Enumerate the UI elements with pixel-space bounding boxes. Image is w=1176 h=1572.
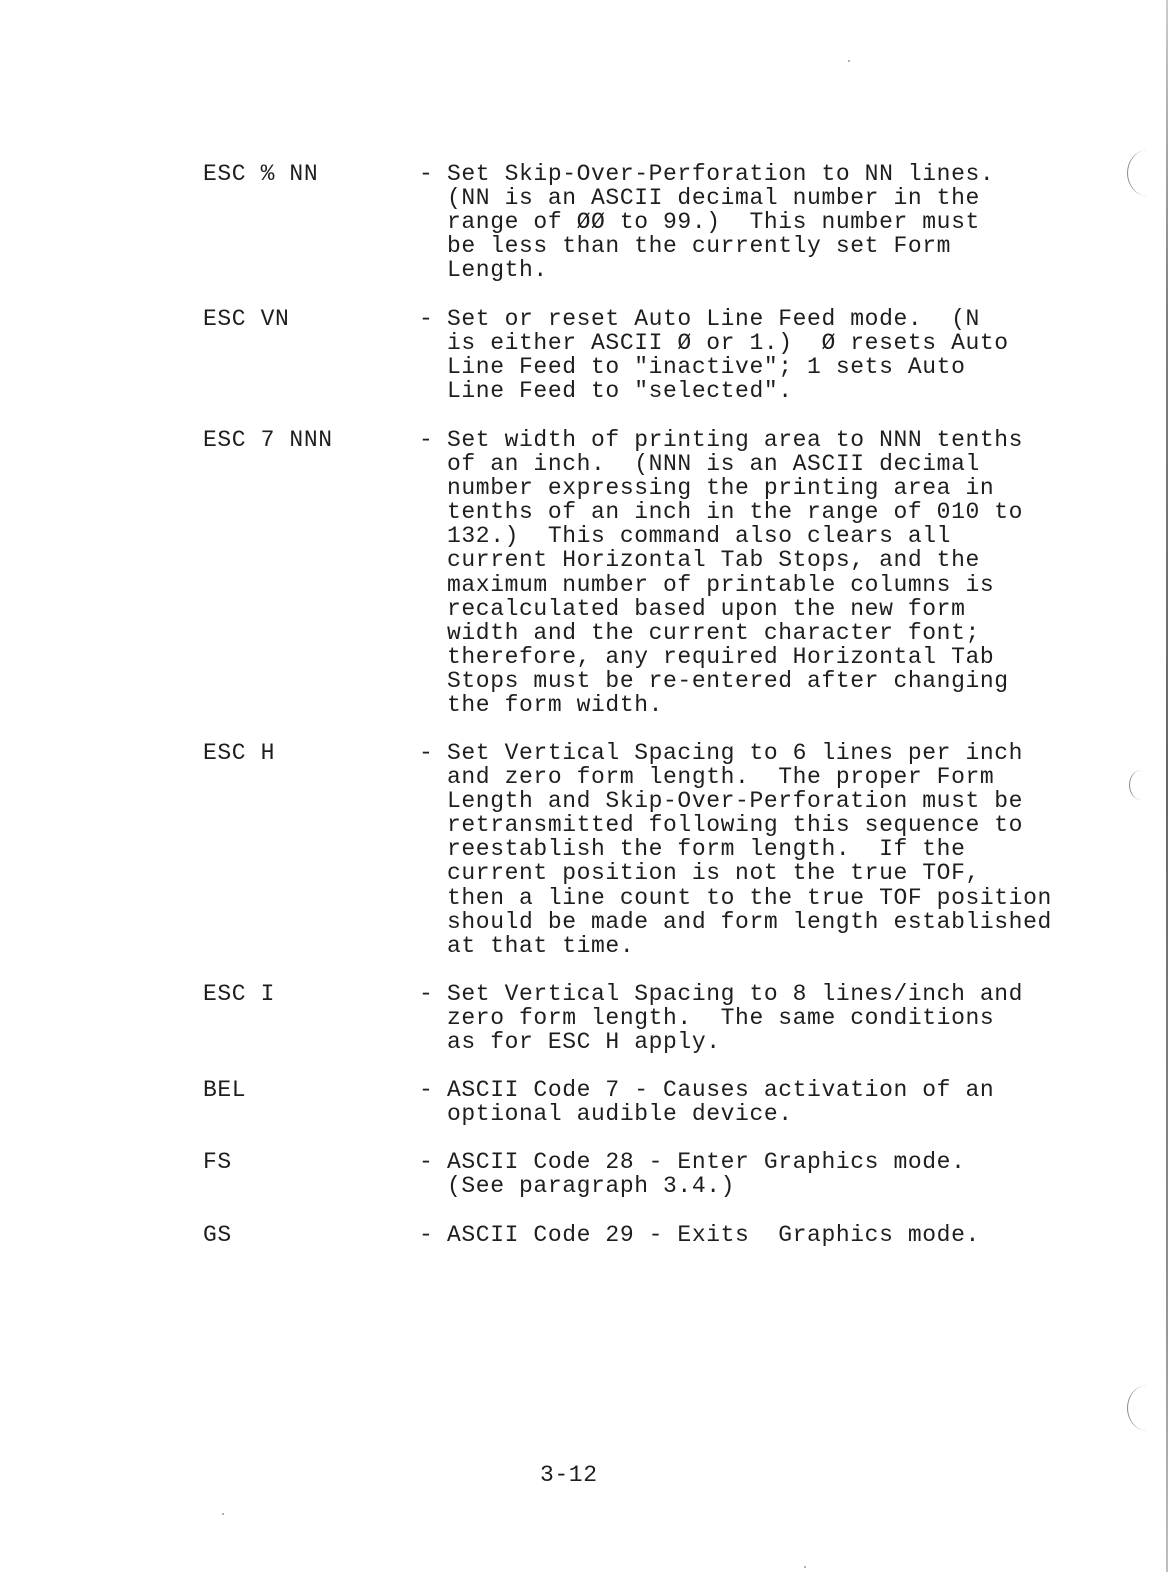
description-line: zero form length. The same conditions	[447, 1005, 995, 1032]
punch-hole-top	[1127, 150, 1168, 196]
description-line: is either ASCII Ø or 1.) Ø resets Auto	[447, 330, 1009, 357]
separator-dash: -	[419, 161, 433, 187]
description-line: Set Vertical Spacing to 8 lines/inch and	[447, 981, 1024, 1007]
description-line: maximum number of printable columns is	[447, 571, 995, 598]
description-line: tenths of an inch in the range of 010 to	[447, 499, 1024, 526]
description-line: retransmitted following this sequence to	[447, 812, 1024, 839]
command-code: BEL	[203, 1077, 247, 1103]
scan-speck	[804, 1566, 806, 1568]
separator-dash: -	[419, 981, 433, 1007]
scan-speck	[848, 60, 850, 62]
command-code: ESC % NN	[203, 161, 319, 187]
separator-dash: -	[419, 1149, 433, 1175]
command-code: GS	[203, 1222, 232, 1248]
command-code: ESC I	[203, 981, 276, 1007]
description-line: (NN is an ASCII decimal number in the	[447, 185, 980, 212]
description-line: Stops must be re-entered after changing	[447, 667, 1009, 694]
description-line: the form width.	[447, 692, 664, 719]
description-line: Length and Skip-Over-Perforation must be	[447, 788, 1024, 815]
separator-dash: -	[419, 1077, 433, 1103]
command-description	[447, 307, 1067, 403]
description-line: Set width of printing area to NNN tenths	[447, 427, 1024, 453]
description-line: and zero form length. The proper Form	[447, 764, 995, 791]
description-line: Line Feed to "selected".	[447, 378, 793, 405]
command-description	[447, 1223, 1067, 1247]
binder-edge-line	[1166, 0, 1168, 1572]
command-code: FS	[203, 1149, 232, 1175]
command-code: ESC H	[203, 740, 276, 766]
punch-hole-bottom	[1127, 1385, 1168, 1431]
description-line: current Horizontal Tab Stops, and the	[447, 547, 980, 574]
description-line: optional audible device.	[447, 1101, 793, 1128]
separator-dash: -	[419, 1222, 433, 1248]
description-line: ASCII Code 7 - Causes activation of an	[447, 1077, 995, 1103]
description-line: of an inch. (NNN is an ASCII decimal	[447, 451, 980, 478]
command-description	[447, 162, 1067, 282]
command-description	[447, 1078, 1067, 1126]
page-number: 3-12	[540, 1462, 598, 1488]
description-line: recalculated based upon the new form	[447, 595, 966, 622]
description-line: reestablish the form length. If the	[447, 836, 966, 863]
command-code: ESC 7 NNN	[203, 427, 333, 453]
command-description	[447, 1150, 1067, 1198]
description-line: current position is not the true TOF,	[447, 860, 980, 887]
description-line: therefore, any required Horizontal Tab	[447, 643, 995, 670]
description-line: should be made and form length established	[447, 908, 1052, 935]
command-code: ESC VN	[203, 306, 290, 332]
description-line: Length.	[447, 257, 548, 284]
description-line: range of ØØ to 99.) This number must	[447, 209, 980, 236]
description-line: ASCII Code 28 - Enter Graphics mode.	[447, 1149, 966, 1175]
separator-dash: -	[419, 306, 433, 332]
punch-hole-middle	[1129, 770, 1154, 800]
description-line: (See paragraph 3.4.)	[447, 1173, 736, 1200]
description-line: Set Vertical Spacing to 6 lines per inch	[447, 740, 1024, 766]
description-line: as for ESC H apply.	[447, 1029, 721, 1056]
description-line: be less than the currently set Form	[447, 233, 952, 260]
command-description	[447, 428, 1067, 717]
description-line: at that time.	[447, 932, 635, 959]
description-line: ASCII Code 29 - Exits Graphics mode.	[447, 1222, 980, 1248]
scan-speck	[222, 1513, 224, 1515]
description-line: Set or reset Auto Line Feed mode. (N	[447, 306, 980, 332]
command-description	[447, 982, 1067, 1054]
description-line: number expressing the printing area in	[447, 475, 995, 502]
description-line: then a line count to the true TOF position	[447, 884, 1052, 911]
description-line: Set Skip-Over-Perforation to NN lines.	[447, 161, 995, 187]
separator-dash: -	[419, 427, 433, 453]
separator-dash: -	[419, 740, 433, 766]
description-line: Line Feed to "inactive"; 1 sets Auto	[447, 354, 966, 381]
description-line: 132.) This command also clears all	[447, 523, 952, 550]
command-description	[447, 741, 1067, 958]
description-line: width and the current character font;	[447, 619, 980, 646]
